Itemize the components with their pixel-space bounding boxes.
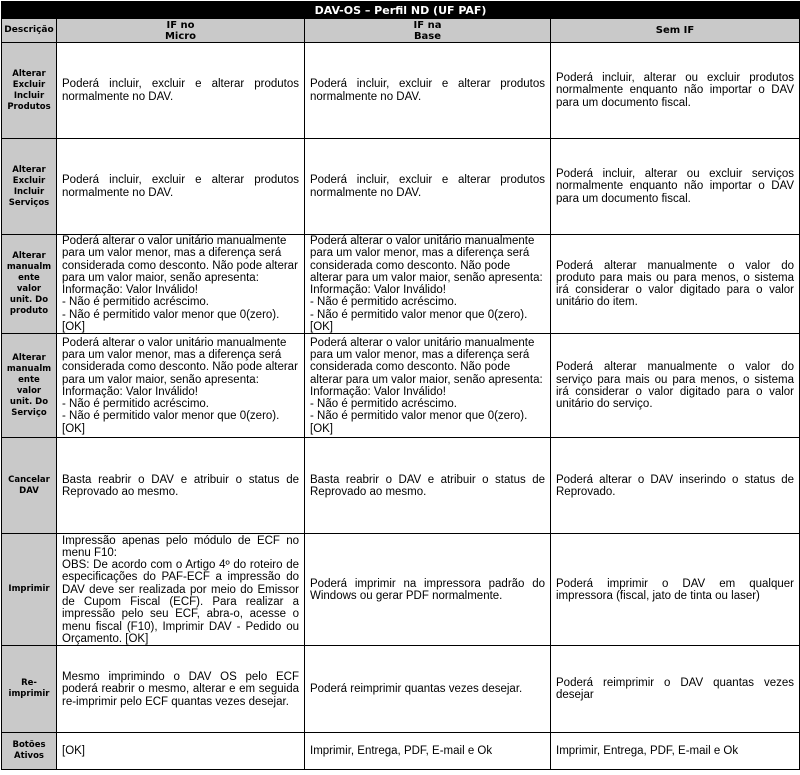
cell-if-no-micro: Poderá incluir, excluir e alterar produtos normalmente no DAV.	[57, 43, 305, 139]
row-label: Cancelar DAV	[2, 438, 57, 534]
table-row	[2, 534, 800, 646]
header-sem-if: Sem IF	[551, 19, 800, 43]
row-label: Re- imprimir	[2, 646, 57, 733]
cell-sem-if: Poderá alterar manualmente o valor do serviço para mais ou para menos, o sistema irá considerar o valor digitado para o valor unitário do serviço.	[551, 334, 800, 438]
header-if-no-micro: IF no Micro	[57, 19, 305, 43]
cell-sem-if: Poderá alterar manualmente o valor do produto para mais ou para menos, o sistema irá considerar o valor digitado para o valor unitário do item.	[551, 235, 800, 334]
cell-if-na-base: Poderá alterar o valor unitário manualmente para um valor menor, mas a diferença será considerada como desconto. Não pode alterar para um valor maior, senão apresenta: Informação: Valor Inválido! - Não é permitido acréscimo. - Não é permitido valor menor que 0(zero). [OK]	[305, 334, 551, 438]
table-row	[2, 438, 800, 534]
table-row	[2, 646, 800, 733]
header-if-na-base: IF na Base	[305, 19, 551, 43]
cell-if-no-micro: Poderá alterar o valor unitário manualmente para um valor menor, mas a diferença será considerada como desconto. Não pode alterar para um valor maior, senão apresenta: Informação: Valor Inválido! - Não é permitido acréscimo. - Não é permitido valor menor que 0(zero). [OK]	[57, 235, 305, 334]
row-label: Alterar manualm ente valor unit. Do produto	[2, 235, 57, 334]
table-row	[2, 235, 800, 334]
cell-if-no-micro: Mesmo imprimindo o DAV OS pelo ECF poderá reabrir o mesmo, alterar e em seguida re-imprimir pelo ECF quantas vezes desejar.	[57, 646, 305, 733]
cell-sem-if: Imprimir, Entrega, PDF, E-mail e Ok	[551, 733, 800, 770]
cell-sem-if: Poderá incluir, alterar ou excluir serviços normalmente enquanto não importar o DAV para um documento fiscal.	[551, 139, 800, 235]
header-descricao: Descrição	[2, 19, 57, 43]
cell-if-na-base: Basta reabrir o DAV e atribuir o status de Reprovado ao mesmo.	[305, 438, 551, 534]
cell-if-no-micro: Impressão apenas pelo módulo de ECF no menu F10: OBS: De acordo com o Artigo 4º do roteiro de especificações do PAF-ECF a impressão do DAV deve ser realizada por meio do Emissor de Cupom Fiscal (ECF). Para realizar a impressão pelo seu ECF, abra-o, acesse o menu fiscal (F10), Imprimir DAV - Pedido ou Orçamento. [OK]	[57, 534, 305, 646]
row-label: Alterar Excluir Incluir Produtos	[2, 43, 57, 139]
cell-if-no-micro: Poderá incluir, excluir e alterar produtos normalmente no DAV.	[57, 139, 305, 235]
header-row	[2, 19, 800, 43]
table-row	[2, 43, 800, 139]
cell-if-na-base: Poderá incluir, excluir e alterar produtos normalmente no DAV.	[305, 139, 551, 235]
row-label: Alterar Excluir Incluir Serviços	[2, 139, 57, 235]
cell-if-na-base: Poderá imprimir na impressora padrão do Windows ou gerar PDF normalmente.	[305, 534, 551, 646]
cell-sem-if: Poderá reimprimir o DAV quantas vezes desejar	[551, 646, 800, 733]
table-row	[2, 139, 800, 235]
cell-sem-if: Poderá alterar o DAV inserindo o status de Reprovado.	[551, 438, 800, 534]
row-label: Botões Ativos	[2, 733, 57, 770]
cell-if-na-base: Imprimir, Entrega, PDF, E-mail e Ok	[305, 733, 551, 770]
cell-if-no-micro: Poderá alterar o valor unitário manualmente para um valor menor, mas a diferença será considerada como desconto. Não pode alterar para um valor maior, senão apresenta: Informação: Valor Inválido! - Não é permitido acréscimo. - Não é permitido valor menor que 0(zero). [OK]	[57, 334, 305, 438]
title-row	[2, 2, 800, 19]
table-row	[2, 733, 800, 770]
row-label: Alterar manualm ente valor unit. Do Serviço	[2, 334, 57, 438]
cell-if-na-base: Poderá alterar o valor unitário manualmente para um valor menor, mas a diferença será considerada como desconto. Não pode alterar para um valor maior, senão apresenta: Informação: Valor Inválido! - Não é permitido acréscimo. - Não é permitido valor menor que 0(zero). [OK]	[305, 235, 551, 334]
cell-sem-if: Poderá incluir, alterar ou excluir produtos normalmente enquanto não importar o DAV para um documento fiscal.	[551, 43, 800, 139]
cell-sem-if: Poderá imprimir o DAV em qualquer impressora (fiscal, jato de tinta ou laser)	[551, 534, 800, 646]
cell-if-no-micro: Basta reabrir o DAV e atribuir o status de Reprovado ao mesmo.	[57, 438, 305, 534]
dav-os-table	[1, 1, 800, 770]
table-title: DAV-OS – Perfil ND (UF PAF)	[2, 2, 800, 19]
cell-if-na-base: Poderá reimprimir quantas vezes desejar.	[305, 646, 551, 733]
document	[1, 1, 799, 770]
row-label: Imprimir	[2, 534, 57, 646]
cell-if-na-base: Poderá incluir, excluir e alterar produtos normalmente no DAV.	[305, 43, 551, 139]
table-row	[2, 334, 800, 438]
cell-if-no-micro: [OK]	[57, 733, 305, 770]
